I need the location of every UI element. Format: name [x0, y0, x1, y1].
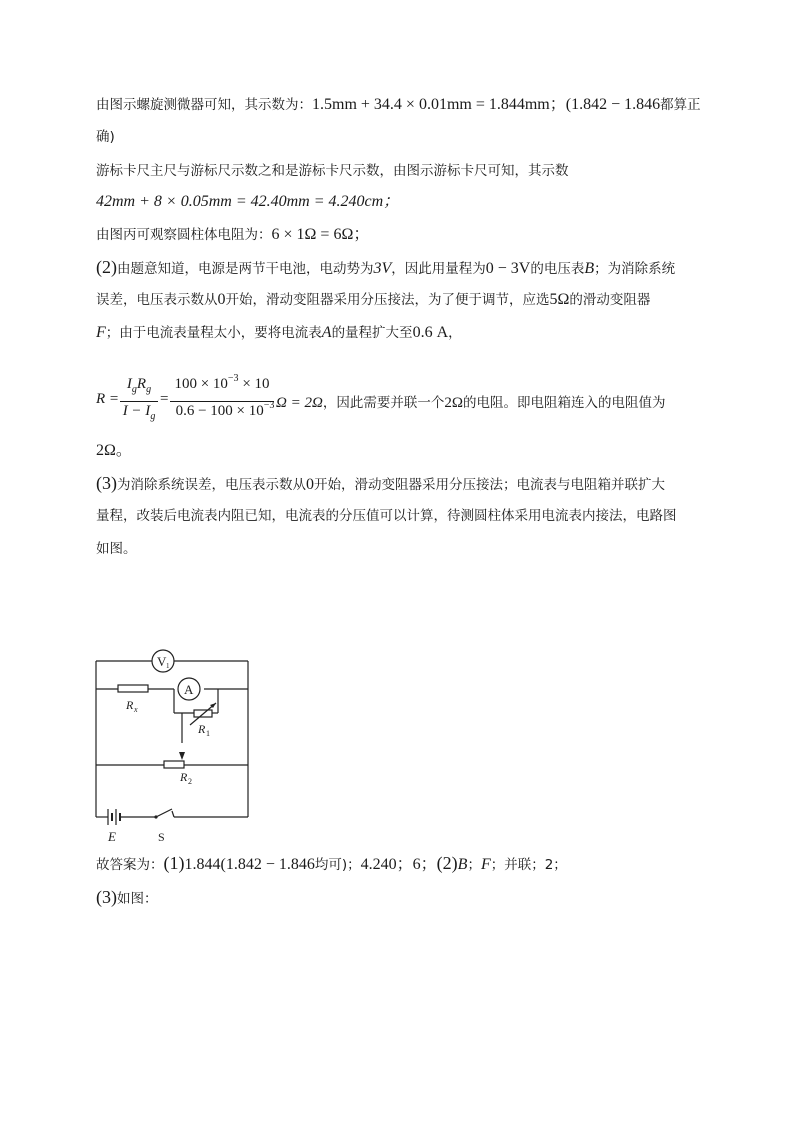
text-line-11: 2Ω。 — [96, 442, 132, 459]
line7-b: 开始，滑动变阻器采用分压接法，为了便于调节，应选 — [225, 292, 550, 308]
line6-a: 由题意知道，电源是两节干电池，电动势为 — [117, 261, 374, 277]
line7-c: 的滑动变阻器 — [569, 292, 651, 308]
fraction1-numerator: $I_gR_g$ — [126, 376, 152, 395]
fraction1-denominator: $I - I_g$ — [122, 403, 156, 422]
text-line-1 — [96, 95, 701, 115]
rheostat-r2 — [164, 752, 192, 786]
extended-range: 0.6 A — [412, 324, 449, 341]
answer-value-1: 1.844 — [184, 856, 221, 873]
line1-text: 由图示螺旋测微器可知，其示数为： — [96, 97, 312, 113]
fraction2-numerator: $100 \times 10^{-3} \times 10$ — [174, 373, 270, 392]
text-line-12 — [96, 473, 665, 495]
line12-b: 开始，滑动变阻器采用分压接法；电流表与电阻箱并联扩大 — [314, 477, 665, 493]
svg-text:S: S — [158, 830, 165, 844]
shunt-formula — [96, 373, 716, 428]
answer-range: (1.842 − 1.846 — [220, 856, 315, 873]
answer-part-1: (1) — [163, 853, 185, 873]
svg-text:R: R — [126, 698, 134, 712]
answer-B: B — [457, 856, 468, 873]
battery-icon — [107, 809, 120, 844]
line1-tail: 都算正 — [660, 97, 701, 113]
text-line-5 — [96, 225, 369, 245]
formula-result: Ω = 2Ω，因此需要并联一个2Ω的电阻。即电阻箱连入的电阻值为 — [276, 395, 666, 411]
line6-c: 的电压表 — [530, 261, 585, 277]
formula-equals: = — [160, 391, 169, 407]
answer-part-3: (3) — [96, 887, 117, 907]
voltmeter-option: B — [584, 260, 595, 277]
svg-text:1: 1 — [206, 729, 210, 738]
voltmeter-icon — [152, 650, 174, 672]
answer-label: 故答案为： — [96, 857, 164, 873]
text-line-6 — [96, 257, 675, 279]
line12-zero: 0 — [306, 476, 314, 493]
line7-zero: 0 — [217, 291, 226, 308]
ammeter-option: A — [321, 324, 332, 341]
svg-text:1: 1 — [166, 662, 170, 670]
fraction2-denominator: $0.6 - 100 \times 10^{-3}$ — [175, 400, 275, 419]
svg-text:E: E — [108, 829, 116, 844]
line6-d: ；为消除系统 — [594, 261, 676, 277]
answer-line — [96, 853, 567, 875]
line5-math: 6 × 1Ω = 6Ω； — [271, 226, 370, 243]
answer-line-3 — [96, 887, 158, 909]
text-line-7 — [96, 290, 650, 310]
ammeter-icon — [178, 678, 200, 700]
svg-text:2: 2 — [188, 777, 192, 786]
svg-text:V: V — [157, 654, 167, 669]
answer-values-2: 4.240；6； — [360, 856, 437, 873]
emf-value: 3V — [373, 260, 392, 277]
rheostat-option: F — [96, 324, 106, 341]
text-line-8 — [96, 323, 462, 343]
line1-range: (1.842 − 1.846 — [565, 96, 661, 113]
line1-math: 1.5mm + 34.4 × 0.01mm = 1.844mm； — [312, 96, 566, 113]
text-line-13: 量程，改装后电流表内阻已知，电流表的分压值可以计算，待测圆柱体采用电流表内接法，电路图 — [96, 508, 677, 524]
text-line-3: 游标卡尺主尺与游标尺示数之和是游标卡尺示数，由图示游标卡尺可知，其示数 — [96, 163, 569, 179]
text-line-4: 42mm + 8 × 0.05mm = 42.40mm = 4.240cm； — [96, 193, 400, 210]
voltmeter-range: 0 − 3V — [485, 260, 531, 277]
fraction2-bar — [170, 401, 274, 402]
line8-c: ， — [448, 325, 462, 341]
line7-a: 误差，电压表示数从 — [96, 292, 218, 308]
answer-tail: ；并联；2； — [490, 857, 567, 873]
answer-part-3-text: 如图： — [117, 891, 158, 907]
part-3-label: (3) — [96, 473, 117, 493]
line12-a: 为消除系统误差，电压表示数从 — [117, 477, 306, 493]
line8-b: 的量程扩大至 — [331, 325, 413, 341]
switch-icon — [154, 809, 172, 844]
answer-range-tail: 均可)； — [314, 857, 361, 873]
answer-part-2: (2) — [436, 853, 458, 873]
line5-text: 由图丙可观察圆柱体电阻为： — [96, 227, 272, 243]
circuit-diagram — [90, 645, 260, 845]
text-line-14: 如图。 — [96, 541, 137, 557]
line6-b: ，因此用量程为 — [391, 261, 486, 277]
svg-text:R: R — [180, 770, 188, 784]
answer-sep: ； — [467, 857, 481, 873]
svg-text:x: x — [134, 705, 138, 714]
fraction1-bar — [120, 401, 158, 402]
rheostat-value: 5Ω — [549, 291, 570, 308]
svg-text:R: R — [198, 722, 206, 736]
resistance-box-r1 — [190, 703, 216, 738]
answer-F: F — [480, 856, 491, 873]
part-2-label: (2) — [96, 257, 117, 277]
svg-text:A: A — [184, 682, 194, 697]
resistor-rx — [118, 685, 148, 714]
formula-lhs: R = — [96, 391, 120, 407]
line8-a: ；由于电流表量程太小，要将电流表 — [105, 325, 322, 341]
text-line-2: 确) — [96, 129, 115, 145]
